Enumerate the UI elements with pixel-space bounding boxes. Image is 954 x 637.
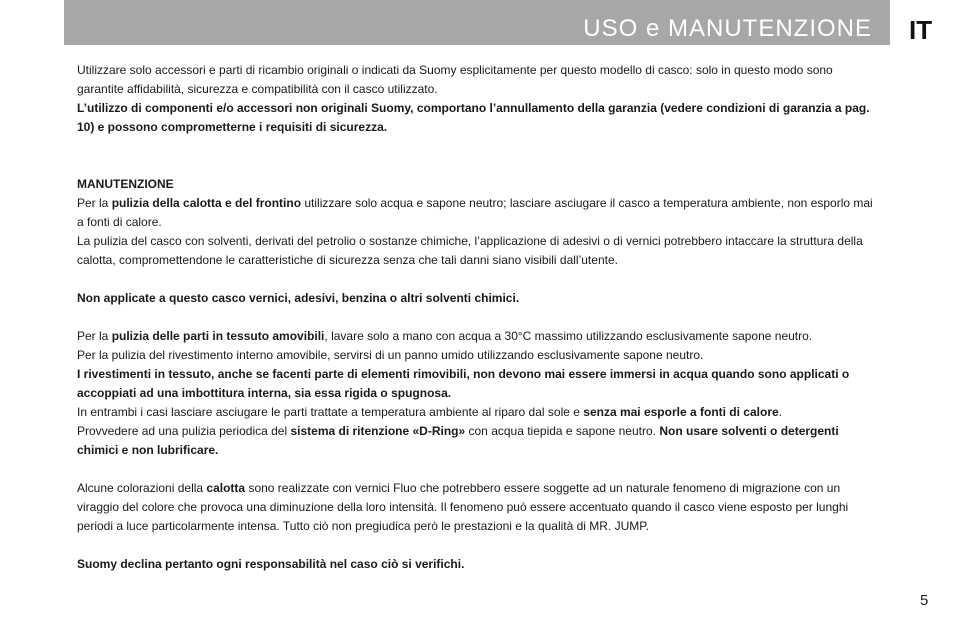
fluo-paint-paragraph: Alcune colorazioni della calotta sono realizzate con vernici Fluo che potrebbero essere soggette ad un naturale fenomeno di migrazione con un viraggio del colore che provoca una diminuzione della loro intensità. Il fenomeno può essere accentuato quando il casco viene esposto per lunghi periodi a luce particolarmente intensa. Tutto ciò non pregiudica però le prestazioni e la qualità di MR. JUMP. bbox=[77, 481, 849, 533]
header-band bbox=[64, 0, 890, 45]
solvent-paragraph: La pulizia del casco con solventi, derivati del petrolio o sostanze chimiche, l’applicazione di adesivi o di vernici potrebbero intaccare la struttura della calotta, compromettendone le caratteristiche di sicurezza senza che tali danni siano visibili dall’utente. bbox=[77, 234, 863, 267]
section-title: USO e MANUTENZIONE bbox=[583, 15, 872, 42]
fabric-cleaning-paragraph: Per la pulizia delle parti in tessuto amovibili, lavare solo a mano con acqua a 30°C massimo utilizzando esclusivamente sapone neutro. bbox=[77, 329, 813, 343]
disclaimer: Suomy declina pertanto ogni responsabilità nel caso ciò si verifichi. bbox=[77, 557, 465, 571]
maintenance-heading: MANUTENZIONE bbox=[77, 177, 174, 191]
drying-paragraph: In entrambi i casi lasciare asciugare le parti trattate a temperatura ambiente al riparo dal sole e senza mai esporle a fonti di calore. bbox=[77, 405, 783, 419]
intro-paragraph: Utilizzare solo accessori e parti di ricambio originali o indicati da Suomy esplicitamente per questo modello di casco: solo in questo modo sono garantite affidabilità, sicurezza e compatibilità con il casco utilizzato. bbox=[77, 63, 833, 96]
shell-cleaning-paragraph: Per la pulizia della calotta e del frontino utilizzare solo acqua e sapone neutro; lasciare asciugare il casco a temperatura ambiente, non esporlo mai a fonti di calore. bbox=[77, 196, 873, 229]
language-tag: IT bbox=[909, 15, 933, 45]
d-ring-paragraph: Provvedere ad una pulizia periodica del sistema di ritenzione «D-Ring» con acqua tiepida e sapone neutro. Non usare solventi o detergenti chimici e non lubrificare. bbox=[77, 424, 839, 457]
document-body bbox=[77, 61, 880, 574]
no-chemicals-warning: Non applicate a questo casco vernici, adesivi, benzina o altri solventi chimici. bbox=[77, 291, 520, 305]
no-immersion-warning: I rivestimenti in tessuto, anche se facenti parte di elementi rimovibili, non devono mai essere immersi in acqua quando sono applicati o accoppiati ad una imbottitura interna, sia essa rigida o spugnosa. bbox=[77, 367, 850, 400]
lining-cleaning-paragraph: Per la pulizia del rivestimento interno amovibile, servirsi di un panno umido utilizzando esclusivamente sapone neutro. bbox=[77, 348, 704, 362]
page-number: 5 bbox=[920, 592, 929, 609]
warranty-warning: L’utilizzo di componenti e/o accessori non originali Suomy, comportano l’annullamento della garanzia (vedere condizioni di garanzia a pag. 10) e possono comprometterne i requisiti di sicurezza. bbox=[77, 101, 870, 134]
